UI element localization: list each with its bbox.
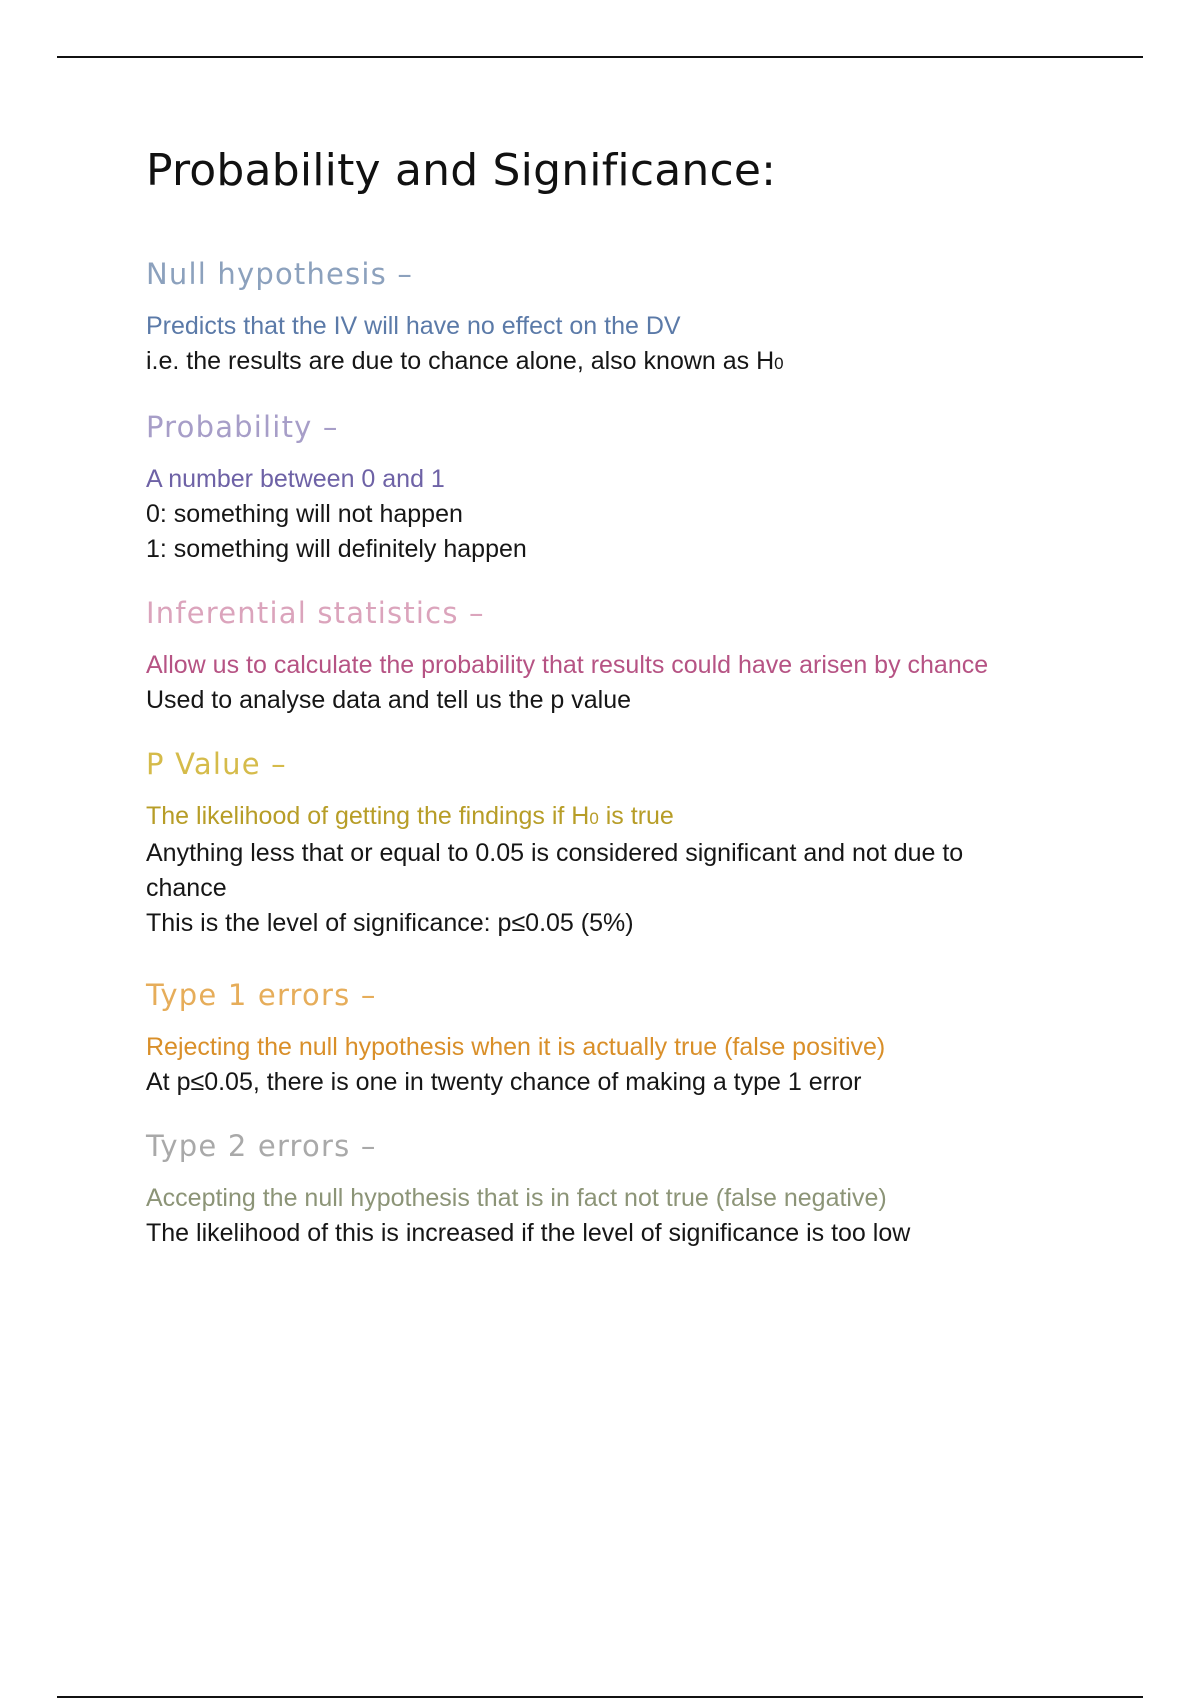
body-line: 0: something will not happen — [146, 500, 463, 528]
section-lead: Predicts that the IV will have no effect on the DV — [146, 312, 681, 340]
section-p-value — [146, 744, 1046, 941]
section-heading: P Value – — [146, 747, 287, 781]
section-heading: Type 2 errors – — [146, 1129, 377, 1163]
body-line: The likelihood of this is increased if the level of significance is too low — [146, 1219, 911, 1247]
section-lead: Accepting the null hypothesis that is in fact not true (false negative) — [146, 1184, 887, 1212]
top-rule — [57, 56, 1143, 58]
section-heading: Probability – — [146, 410, 339, 444]
section-lead: Rejecting the null hypothesis when it is actually true (false positive) — [146, 1033, 886, 1061]
page-title: Probability and Significance: — [146, 145, 777, 196]
section-lead: A number between 0 and 1 — [146, 465, 445, 493]
body-line: This is the level of significance: p≤0.05 (5%) — [146, 909, 634, 937]
section-lead — [146, 799, 1046, 836]
lead-text: is true — [598, 802, 674, 830]
bottom-rule — [57, 1696, 1143, 1698]
section-heading: Type 1 errors – — [146, 978, 377, 1012]
section-heading: Null hypothesis – — [146, 257, 414, 291]
subscript: 0 — [589, 809, 599, 828]
lead-text: The likelihood of getting the findings if H — [146, 802, 590, 830]
section-heading: Inferential statistics – — [146, 596, 485, 630]
section-type-2-errors — [146, 1126, 1046, 1251]
subscript: 0 — [774, 354, 784, 373]
body-line: Used to analyse data and tell us the p value — [146, 686, 632, 714]
section-lead: Allow us to calculate the probability that results could have arisen by chance — [146, 651, 989, 679]
body-line: Anything less that or equal to 0.05 is considered significant and not due to — [146, 839, 964, 867]
body-line: At p≤0.05, there is one in twenty chance of making a type 1 error — [146, 1068, 862, 1096]
body-line-text: i.e. the results are due to chance alone, also known as H — [146, 347, 775, 375]
section-null-hypothesis — [146, 254, 1046, 381]
body-line — [146, 344, 1046, 381]
body-line: chance — [146, 874, 227, 902]
section-probability — [146, 407, 1046, 567]
document-body — [146, 140, 1046, 1277]
section-inferential-statistics — [146, 593, 1046, 718]
body-line: 1: something will definitely happen — [146, 535, 527, 563]
section-type-1-errors — [146, 975, 1046, 1100]
